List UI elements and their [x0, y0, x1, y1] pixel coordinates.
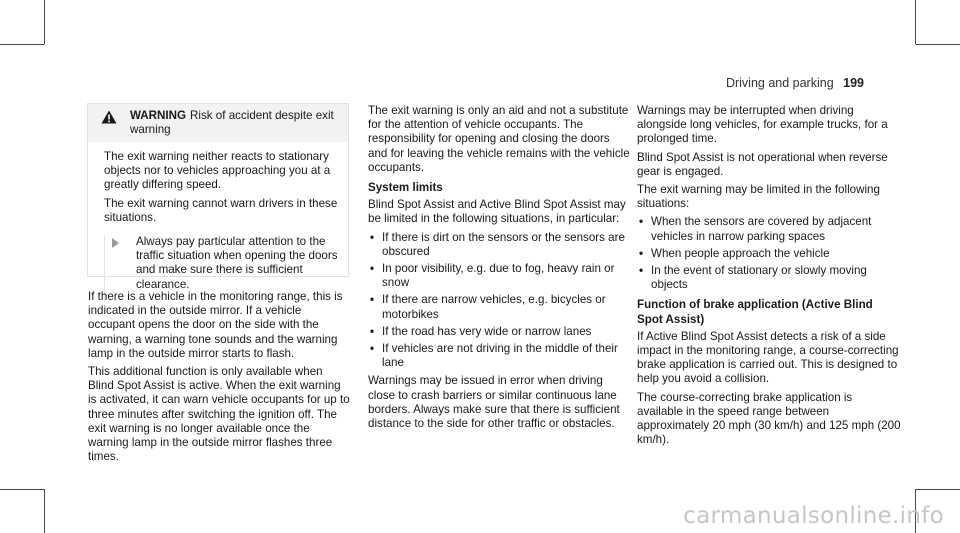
paragraph: If there is a vehicle in the monitoring range, this is indicated in the outside mirror. If a vehicle occupant opens the door on the side with the warning, a warning tone sounds and the warning lamp in the outside mirror starts to flash.	[88, 290, 343, 360]
warning-box	[87, 103, 349, 291]
bullet: •	[370, 230, 375, 244]
crop-mark	[44, 0, 45, 44]
watermark: carmanualsonline.info	[683, 503, 944, 529]
arrow-right-icon	[112, 238, 119, 248]
section-heading: System limits	[368, 181, 443, 195]
column-3	[637, 104, 901, 451]
list-item-text: When the sensors are covered by adjacent vehicles in narrow parking spaces	[651, 215, 872, 243]
list-item	[637, 215, 901, 243]
list-item	[637, 247, 901, 261]
exit-limits-list	[637, 215, 901, 292]
list-item	[368, 262, 630, 290]
list-item	[368, 325, 630, 339]
section-title: Driving and parking	[725, 76, 834, 90]
column-2	[368, 104, 630, 435]
list-item-text: In the event of stationary or slowly moving objects	[651, 264, 867, 292]
list-item-text: If the road has very wide or narrow lanes	[382, 324, 592, 338]
list-item-text: If vehicles are not driving in the middle of their lane	[382, 342, 618, 370]
list-item-text: When people approach the vehicle	[651, 246, 830, 260]
bullet: •	[639, 264, 644, 278]
bullet: •	[639, 246, 644, 260]
page-number: 199	[843, 76, 864, 90]
warning-hint	[104, 235, 338, 292]
list-item	[368, 231, 630, 259]
paragraph: This additional function is only available when Blind Spot Assist is active. When the exit warning is activated, it can warn vehicle occupants for up to three minutes after switching the ignition off. The exit warning is no longer available once the warning lamp in the outside mirror flashes three times.	[88, 365, 350, 464]
paragraph: Warnings may be issued in error when driving close to crash barriers or similar continuous lane borders. Always make sure that there is sufficient distance to the side for other traffic or obstacles.	[368, 374, 620, 431]
bullet: •	[370, 324, 375, 338]
warning-body	[88, 142, 348, 298]
crop-mark	[0, 489, 44, 490]
column-1	[88, 290, 350, 468]
paragraph: The exit warning is only an aid and not a substitute for the attention of vehicle occupants. The responsibility for opening and closing the doors and for leaving the vehicle remains with the vehicle occupants.	[368, 104, 630, 174]
list-item-text: If there are narrow vehicles, e.g. bicycles or motorbikes	[382, 293, 606, 321]
paragraph: Warnings may be interrupted when driving alongside long vehicles, for example trucks, for a prolonged time.	[637, 104, 888, 146]
paragraph: Blind Spot Assist and Active Blind Spot Assist may be limited in the following situations, in particular:	[368, 198, 626, 226]
bullet: •	[370, 262, 375, 276]
list-item	[368, 342, 630, 370]
crop-mark	[916, 44, 960, 45]
list-item	[368, 293, 630, 321]
list-item-text: If there is dirt on the sensors or the sensors are obscured	[382, 230, 625, 258]
crop-mark	[0, 44, 44, 45]
bullet: •	[370, 293, 375, 307]
hint-text: Always pay particular attention to the traffic situation when opening the doors and make sure there is sufficient clearance.	[136, 235, 338, 291]
crop-mark	[44, 489, 45, 533]
warning-title: WARNING	[130, 109, 187, 122]
limits-list	[368, 231, 630, 371]
page-header	[726, 76, 864, 90]
warning-triangle-icon	[101, 110, 117, 124]
bullet: •	[639, 215, 644, 229]
warning-header	[88, 104, 348, 142]
crop-mark	[915, 0, 916, 44]
warning-paragraph: The exit warning neither reacts to stationary objects nor to vehicles approaching you at a greatly differing speed.	[104, 150, 331, 192]
paragraph: The exit warning may be limited in the following situations:	[637, 183, 880, 211]
warning-subtitle: Risk of accident despite exit warning	[130, 109, 334, 136]
crop-mark	[916, 489, 960, 490]
paragraph: The course-correcting brake application is available in the speed range between approximately 20 mph (30 km/h) and 125 mph (200 km/h).	[637, 390, 901, 447]
warning-paragraph: The exit warning cannot warn drivers in these situations.	[104, 196, 338, 224]
list-item-text: In poor visibility, e.g. due to fog, heavy rain or snow	[382, 262, 615, 290]
bullet: •	[370, 342, 375, 356]
paragraph: If Active Blind Spot Assist detects a risk of a side impact in the monitoring range, a course-correcting brake application is carried out. This is designed to help you avoid a collision.	[637, 329, 899, 386]
section-heading: Function of brake application (Active Blind Spot Assist)	[637, 298, 873, 326]
paragraph: Blind Spot Assist is not operational when reverse gear is engaged.	[637, 150, 888, 178]
list-item	[637, 264, 901, 292]
